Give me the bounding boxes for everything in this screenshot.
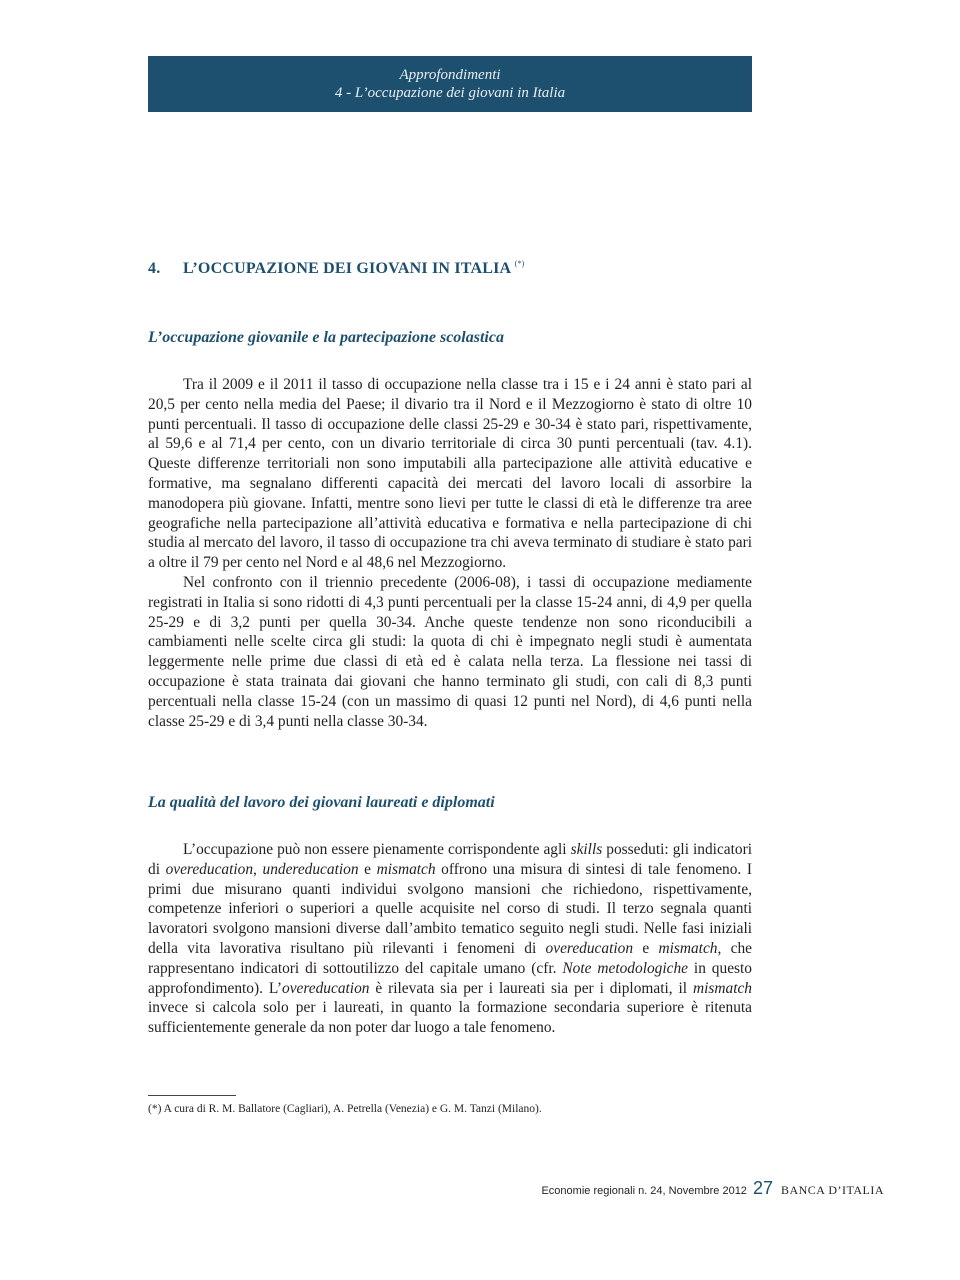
page-footer <box>541 1178 884 1199</box>
paragraph: Nel confronto con il triennio precedente (2006-08), i tassi di occupazione mediamente registrati in Italia si sono ridotti di 4,3 punti percentuali per la classe 15-24 anni, di 4,9 per quella 25-29 e di 3,2 punti per quella 30-34. Anche queste tendenze non sono riconducibili a cambiamenti nelle scelte circa gli studi: la quota di chi è impegnato negli studi è aumentata leggermente nelle prime due classi di età ed è calata nella terza. La flessione nei tassi di occupazione è stata trainata dai giovani che hanno terminato gli studi, con cali di 8,3 punti percentuali nella classe 15-24 (con un massimo di quasi 12 punti nel Nord), di 4,6 punti nella classe 25-29 e di 3,4 punti nella classe 30-34. <box>148 573 752 730</box>
footnote: (*) A cura di R. M. Ballatore (Cagliari), A. Petrella (Venezia) e G. M. Tanzi (Milano). <box>148 1103 542 1115</box>
publisher-name: BANCA D’ITALIA <box>780 1183 884 1197</box>
running-header <box>148 56 752 112</box>
paragraph: L’occupazione può non essere pienamente corrispondente agli skills posseduti: gli indicatori di overeducation, undereducation e mismatch offrono una misura di sintesi di tale fenomeno. I primi due misurano quanti individui svolgono mansioni che richiedono, rispettivamente, competenze inferiori o superiori a quelle acquisite nel corso di studi. Il terzo segnala quanti lavoratori svolgono mansioni diverse dall’ambito tematico seguito negli studi. Nelle fasi iniziali della vita lavorativa risultano più rilevanti i fenomeni di overeducation e mismatch, che rappresentano indicatori di sottoutilizzo del capitale umano (cfr. Note metodologiche in questo approfondimento). L’overeducation è rilevata sia per i laureati sia per i diplomati, il mismatch invece si calcola solo per i laureati, in quanto la formazione secondaria superiore è ritenuta sufficientemente generale da non poter dar luogo a tale fenomeno. <box>148 841 753 1037</box>
footnote-divider <box>148 1095 236 1096</box>
chapter-title <box>148 259 752 278</box>
chapter-number: 4. <box>148 260 161 277</box>
paragraph: Tra il 2009 e il 2011 il tasso di occupazione nella classe tra i 15 e i 24 anni è stato pari al 20,5 per cento nella media del Paese; il divario tra il Nord e il Mezzogiorno è stato di oltre 10 punti percentuali. Il tasso di occupazione delle classi 25-29 e 30-34 è stato pari, rispettivamente, al 59,6 e al 71,4 per cento, con un divario territoriale di circa 30 punti percentuali (tav. 4.1). Queste differenze territoriali non sono imputabili alla partecipazione alle attività educative e formative, ma segnalano differenti capacità dei mercati del lavoro locali di assorbire la manodopera più giovane. Infatti, mentre sono lievi per tutte le classi di età le differenze tra aree geografiche nella partecipazione all’attività educativa e formativa e nella partecipazione di chi studia al mercato del lavoro, il tasso di occupazione tra chi aveva terminato di studiare è stato pari a oltre il 79 per cento nel Nord e al 48,6 nel Mezzogiorno. <box>148 376 752 572</box>
chapter-title-text: L’OCCUPAZIONE DEI GIOVANI IN ITALIA <box>183 260 511 277</box>
section-body-quality <box>148 840 752 1038</box>
section-body-participation <box>148 375 752 731</box>
footnote-reference: (*) <box>514 259 525 268</box>
page-number: 27 <box>752 1178 773 1198</box>
journal-reference: Economie regionali n. 24, Novembre 2012 <box>541 1185 747 1197</box>
section-heading-participation: L’occupazione giovanile e la partecipazione scolastica <box>148 329 504 346</box>
header-section-label: Approfondimenti <box>399 67 501 83</box>
section-heading-quality: La qualità del lavoro dei giovani laureati e diplomati <box>148 794 495 811</box>
header-chapter-label: 4 - L’occupazione dei giovani in Italia <box>334 85 566 101</box>
